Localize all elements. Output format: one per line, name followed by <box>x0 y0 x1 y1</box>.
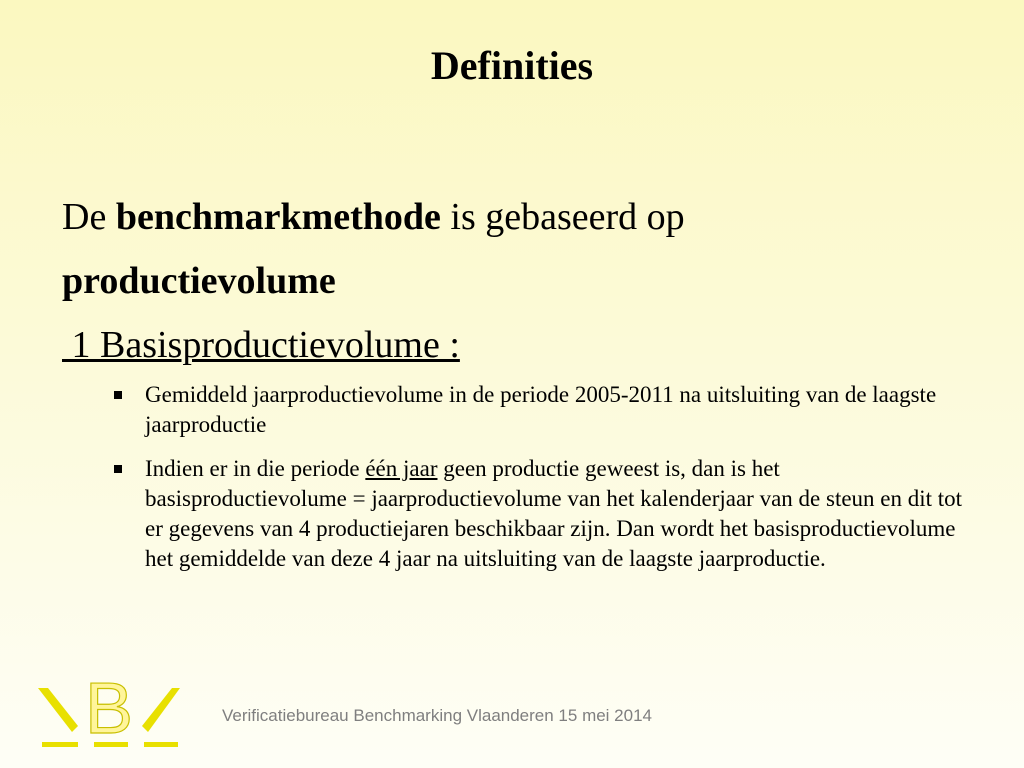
footer-text: Verificatiebureau Benchmarking Vlaanderen 15 mei 2014 <box>222 706 652 725</box>
bullet-text-after: geen productie geweest is, dan is het basisproductievolume = jaarproductievolume van het kalenderjaar van de steun en dit tot er gegevens van 4 productiejaren beschikbaar zijn. Dan wordt het basisproductievolume het gemiddelde van deze 4 jaar na uitsluiting van de laagste jaarproductie. <box>145 456 963 571</box>
logo-letter: B <box>84 670 134 749</box>
section-heading: 1 Basisproductievolume : <box>62 324 460 366</box>
square-bullet-icon <box>114 465 122 473</box>
bullet-underlined-term: één jaar <box>365 456 438 481</box>
bullet-list <box>112 380 972 588</box>
slide-title: Definities <box>430 43 594 88</box>
bullet-text-before: Indien er in die periode <box>145 456 366 481</box>
bullet-item <box>112 380 972 440</box>
square-bullet-icon <box>114 391 122 399</box>
bullet-text: Gemiddeld jaarproductievolume in de periode 2005-2011 na uitsluiting van de laagste jaarproductie <box>145 382 937 437</box>
intro-prefix: De <box>62 196 116 238</box>
intro-bold-term: benchmarkmethode <box>115 196 441 238</box>
intro-suffix: is gebaseerd op <box>440 196 685 238</box>
intro-line-2: productievolume <box>62 260 336 302</box>
intro-line <box>62 195 685 239</box>
vbv-logo <box>38 670 180 750</box>
bullet-item <box>112 454 972 574</box>
